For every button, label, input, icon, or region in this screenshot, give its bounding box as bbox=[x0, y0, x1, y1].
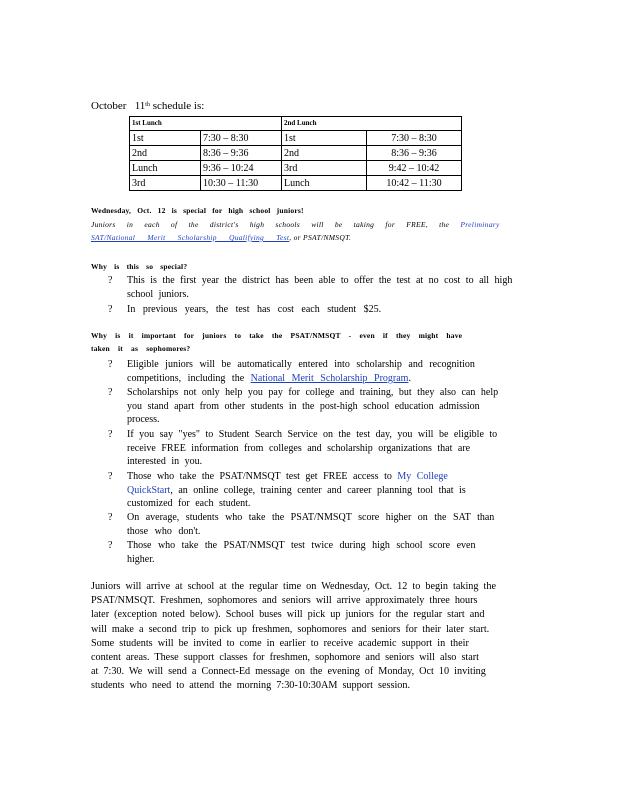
closing-paragraph: Juniors will arrive at school at the regular time on Wednesday, Oct. 12 to begin taking the PSAT/NMSQT. Freshmen, sophomores and seniors will arrive approximately three hours later (exception noted below). School buses will pick up juniors for the regular start and will make a second trip to pick up freshmen, sophomores and seniors for their later start. Some students will be invited to come in earlier to receive academic support in their content areas. These support classes for freshmen, sophomore and seniors will also start at 7:30. We will send a Connect-Ed message on the evening of Monday, Oct 10 inviting students who need to attend the morning 7:30-10:30AM support session. bbox=[91, 581, 496, 692]
psat-intro-line: Juniors in each of the district's high schools will be taking for FREE, the Preliminary bbox=[91, 220, 500, 229]
second-lunch-header: 2nd Lunch bbox=[282, 117, 462, 131]
list-item: Scholarships not only help you pay for college and training, but they also can help you stand apart from other students in the post-high school education admission process. bbox=[127, 387, 499, 426]
bullet-icon: ? bbox=[108, 359, 113, 370]
wednesday-heading: Wednesday, Oct. 12 is special for high school juniors! bbox=[91, 206, 304, 215]
my-college-link[interactable]: My College bbox=[397, 471, 448, 482]
why-important-heading-2: taken it as sophomores? bbox=[91, 344, 191, 353]
table-row: Lunch 9:36 – 10:24 3rd 9:42 – 10:42 bbox=[130, 161, 462, 176]
list-item: This is the first year the district has been able to offer the test at no cost to all high school juniors. bbox=[127, 275, 513, 300]
psat-intro-line-2: SAT/National Merit Scholarship Qualifying Test, or PSAT/NMSQT. bbox=[91, 233, 352, 242]
bullet-icon: ? bbox=[108, 471, 113, 482]
schedule-title: October 11th schedule is: bbox=[91, 100, 205, 112]
bullet-icon: ? bbox=[108, 429, 113, 440]
list-item: On average, students who take the PSAT/NMSQT score higher on the SAT than those who don't. bbox=[127, 512, 495, 537]
list-item: Eligible juniors will be automatically entered into scholarship and recognition competitions, including the National Merit Scholarship Program. bbox=[127, 359, 475, 384]
national-merit-link[interactable]: National Merit Scholarship Program bbox=[250, 372, 409, 384]
list-item: Those who take the PSAT/NMSQT test get FREE access to My College QuickStart, an online college, training center and career planning tool that is customized for each student. bbox=[127, 471, 466, 510]
first-lunch-header: 1st Lunch bbox=[130, 117, 282, 131]
bullet-icon: ? bbox=[108, 512, 113, 523]
bullet-icon: ? bbox=[108, 387, 113, 398]
quickstart-link[interactable]: QuickStart bbox=[127, 484, 171, 496]
why-important-heading: Why is it important for juniors to take the PSAT/NMSQT - even if they might have bbox=[91, 331, 463, 340]
bullet-icon: ? bbox=[108, 275, 113, 286]
psat-nmsqt-link[interactable]: SAT/National Merit Scholarship Qualifying Test bbox=[91, 233, 290, 242]
preliminary-link[interactable]: Preliminary bbox=[460, 220, 500, 229]
table-header-row bbox=[130, 117, 462, 131]
lunch-schedule-table bbox=[129, 116, 462, 191]
list-item: In previous years, the test has cost each student $25. bbox=[127, 304, 382, 315]
table-row: 1st 7:30 – 8:30 1st 7:30 – 8:30 bbox=[130, 131, 462, 146]
table-row: 3rd 10:30 – 11:30 Lunch 10:42 – 11:30 bbox=[130, 176, 462, 191]
bullet-icon: ? bbox=[108, 540, 113, 551]
table-row: 2nd 8:36 – 9:36 2nd 8:36 – 9:36 bbox=[130, 146, 462, 161]
list-item: Those who take the PSAT/NMSQT test twice during high school score even higher. bbox=[127, 540, 476, 565]
why-special-heading: Why is this so special? bbox=[91, 262, 188, 271]
bullet-icon: ? bbox=[108, 304, 113, 315]
list-item: If you say "yes" to Student Search Service on the test day, you will be eligible to receive FREE information from colleges and scholarship organizations that are interested in you. bbox=[127, 429, 498, 468]
